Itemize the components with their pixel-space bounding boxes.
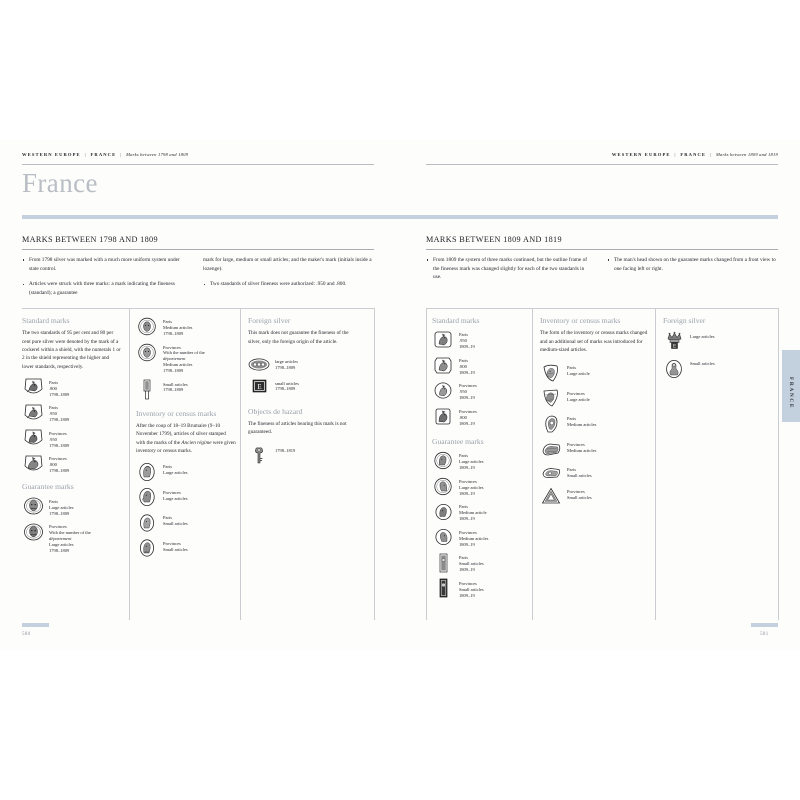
mark-caption — [459, 578, 484, 599]
mark-place: Provinces — [459, 580, 477, 586]
mark-entry — [432, 380, 530, 401]
mark-caption — [567, 362, 590, 377]
small-article-bar-mark-icon — [432, 578, 454, 599]
mark-place: Provinces — [459, 408, 477, 414]
mark-caption — [49, 377, 69, 398]
mark-dates: 1798–1809 — [163, 387, 184, 393]
mark-place: Paris — [163, 515, 172, 521]
mark-dates: 1809–19 — [459, 395, 475, 401]
mark-note: With the number of the — [163, 350, 205, 356]
inventory-text-italic: Ancien régime — [181, 439, 212, 446]
mark-size: small articles — [275, 380, 299, 386]
foreign-silver-heading: Foreign silver — [248, 316, 291, 325]
mark-entry — [136, 512, 236, 533]
mark-size: Medium articles — [163, 362, 193, 368]
mark-place: Provinces — [49, 524, 67, 530]
mark-fineness: .950 — [459, 338, 467, 344]
mark-place: Provinces — [459, 529, 477, 535]
mark-size: Medium articles — [567, 422, 597, 428]
mark-place: Paris — [49, 498, 58, 504]
mark-dates: 1798–1809 — [49, 391, 70, 397]
left-col-divider-1 — [129, 308, 130, 620]
mark-size: Small articles — [567, 494, 592, 500]
inventory-marks-text — [136, 422, 236, 455]
mark-caption — [163, 461, 188, 476]
mans-head-mark-icon — [22, 521, 44, 542]
mark-entry — [432, 476, 530, 497]
mark-place: Provinces — [567, 390, 585, 396]
right-intro-col2 — [607, 256, 777, 280]
mark-caption — [567, 413, 596, 428]
profile-head-mark-icon — [136, 487, 158, 508]
right-section-title: MARKS BETWEEN 1809 AND 1819 — [426, 235, 562, 244]
mark-note: With the number of the — [49, 530, 91, 536]
right-col1 — [432, 316, 530, 603]
mark-entry — [663, 358, 773, 379]
objects-de-hazard-text: The fineness of articles bearing this mark is not guaranteed. — [248, 420, 347, 436]
mark-caption — [567, 464, 592, 479]
standard-marks-text: The two standards of 95 per cent and 80 per cent pure silver were denoted by the mark of a cockerel within a shield, with the numerals 1 or 2 in the shield representing the higher and lower standards, respectively. — [22, 330, 121, 370]
cockerel-shield-mark-icon — [432, 355, 454, 376]
profile-head-mark-icon — [136, 461, 158, 482]
mark-entry — [248, 356, 360, 373]
side-tab-france — [782, 350, 800, 422]
mans-head-profile-mark-icon — [432, 476, 454, 497]
mark-place: Paris — [567, 416, 576, 422]
left-grid-rule — [22, 308, 374, 309]
mans-head-profile-mark-icon — [432, 501, 454, 522]
mark-entry — [22, 453, 122, 474]
running-head-region-right: WESTERN EUROPE — [611, 152, 671, 157]
mark-caption — [163, 512, 188, 527]
mans-head-round-mark-icon — [136, 342, 158, 363]
mark-place: Provinces — [567, 441, 585, 447]
svg-text:E: E — [256, 383, 262, 391]
folio-left: 580 — [22, 632, 31, 637]
mark-size: Large article — [567, 396, 590, 402]
cockerel-shield-mark-icon — [22, 453, 44, 474]
running-head-topic-left: Marks between 1798 and 1809 — [126, 152, 189, 157]
folio-bar-right — [751, 623, 778, 627]
mark-place: Paris — [459, 357, 468, 363]
mark-place: Paris — [567, 365, 576, 371]
small-article-bar-mark-icon — [432, 552, 454, 573]
right-section-rule — [426, 249, 778, 250]
mark-dates: 1798–1809 — [49, 417, 70, 423]
bullet-item: Articles were struck with three marks: a mark indicating the fineness (standard); a guarantee — [22, 280, 187, 297]
mark-caption — [459, 450, 484, 471]
mark-size: Small articles — [459, 561, 484, 567]
header-rule-left — [22, 164, 374, 165]
mark-place: Provinces — [49, 430, 67, 436]
mark-size: Large articles — [459, 484, 484, 490]
mark-size: large articles — [275, 359, 299, 364]
mark-entry — [540, 464, 650, 481]
mark-dates: 1809–19 — [459, 541, 475, 547]
mark-dates: 1809–19 — [459, 420, 475, 426]
mark-size: Large article — [567, 371, 590, 377]
mark-caption — [163, 487, 188, 502]
mark-place: Paris — [459, 453, 468, 459]
foreign-square-mark-icon — [248, 378, 270, 395]
mark-dates: 1809–19 — [459, 516, 475, 522]
profile-head-mark-icon — [136, 538, 158, 559]
folio-right: 581 — [760, 632, 769, 637]
inventory-text-part2: were given inventory or census marks. — [136, 439, 236, 454]
right-page-outer-divider — [778, 308, 779, 620]
mark-size: Small articles — [163, 381, 188, 387]
mark-dates: 1798–1809 — [49, 468, 70, 474]
left-intro-col2 — [203, 256, 375, 296]
left-intro-col1 — [22, 256, 187, 304]
mark-entry — [22, 496, 122, 517]
mark-entry — [22, 377, 122, 398]
mark-caption — [49, 453, 69, 474]
foreign-silver-heading: Foreign silver — [663, 316, 706, 325]
mark-entry — [136, 461, 236, 482]
standard-marks-heading: Standard marks — [22, 316, 70, 325]
mark-caption — [163, 316, 192, 337]
left-col3 — [248, 316, 360, 470]
mans-head-round-mark-icon — [136, 316, 158, 337]
mark-place: Paris — [163, 319, 172, 324]
right-page-edge-divider — [426, 308, 427, 620]
mark-dates: 1798–1809 — [49, 547, 70, 553]
mark-size: Large articles — [163, 495, 188, 501]
mark-entry — [432, 578, 530, 599]
mark-entry — [432, 552, 530, 573]
mark-place: Provinces — [163, 489, 181, 495]
mark-entry — [540, 486, 650, 507]
inventory-marks-text: The form of the inventory or census marks changed and an additional set of marks was introduced for medium-sized articles. — [540, 330, 648, 353]
mark-caption — [459, 329, 475, 350]
mark-place: Provinces — [459, 383, 477, 389]
right-col-divider-1 — [532, 308, 533, 620]
mark-caption — [49, 496, 74, 517]
left-col1 — [22, 316, 122, 558]
crown-mark-icon — [663, 331, 685, 352]
mark-caption — [459, 552, 484, 573]
header-rule-right — [426, 164, 778, 165]
mark-place: Provinces — [567, 488, 585, 494]
left-col-divider-2 — [240, 308, 241, 620]
mark-caption — [567, 439, 596, 454]
mark-entry — [22, 402, 122, 423]
mark-fineness: .950 — [49, 411, 57, 417]
mark-caption — [459, 476, 484, 497]
mark-fineness: .950 — [49, 436, 57, 442]
mark-size: Small articles — [163, 521, 188, 527]
mark-size: Medium article — [459, 510, 487, 516]
title-accent-bar — [22, 215, 778, 219]
bullet-item: From 1798 silver was marked with a much more uniform system under state control. — [22, 256, 187, 273]
hazard-key-mark-icon — [248, 445, 270, 466]
mark-dates: 1798–1819 — [275, 447, 296, 453]
mark-entry — [432, 450, 530, 471]
bullet-item: From 1809 the system of three marks continued, but the outline frame of the fineness mark was changed slightly for each of the two standards in use. — [426, 256, 591, 282]
mark-dates: 1809–19 — [459, 592, 475, 598]
mark-entry — [136, 379, 236, 400]
mark-caption — [690, 358, 715, 367]
cockerel-shield-mark-icon — [22, 377, 44, 398]
mark-size: Small articles — [163, 546, 188, 552]
left-section-rule — [22, 249, 374, 250]
foreign-silver-text: This mark does not guarantee the fineness of the silver, only the foreign origin of the article. — [248, 330, 349, 345]
mark-place: Provinces — [163, 344, 181, 350]
running-head-topic-right: Marks between 1809 and 1819 — [715, 152, 778, 157]
foreign-figure-mark-icon — [663, 358, 685, 379]
bullet-item: Two standards of silver fineness were authorized: .950 and .800. — [203, 280, 375, 289]
mark-dates: 1798–1809 — [163, 330, 184, 336]
mark-entry — [136, 538, 236, 559]
mark-size: Medium articles — [567, 447, 597, 453]
mark-place: Paris — [459, 504, 468, 510]
running-head-country-right: FRANCE — [680, 152, 707, 157]
mark-entry — [663, 331, 773, 352]
mark-entry — [432, 406, 530, 427]
side-tab-label: FRANCE — [788, 377, 794, 410]
mark-entry — [432, 527, 530, 548]
mark-entry — [540, 362, 650, 383]
mark-dates: 1809–19 — [459, 567, 475, 573]
mark-entry — [540, 388, 650, 409]
mark-dates: 1798–1809 — [275, 386, 296, 392]
mans-head-profile-mark-icon — [432, 527, 454, 548]
mark-entry — [432, 329, 530, 350]
intro-continuation: mark for large, medium or small articles; and the maker's mark (initials inside a lozenge). — [203, 257, 372, 272]
mark-caption — [567, 388, 590, 403]
mark-dates: 1809–19 — [459, 465, 475, 471]
mark-size: Large articles — [459, 459, 484, 465]
mark-place: Provinces — [49, 456, 67, 462]
mark-entry — [136, 316, 236, 337]
left-col2 — [136, 316, 236, 563]
mark-fineness: .800 — [459, 363, 467, 369]
running-head-country: FRANCE — [90, 152, 117, 157]
mark-fineness: .950 — [459, 389, 467, 395]
mark-caption — [567, 486, 592, 501]
mark-caption — [163, 379, 188, 394]
mark-place: Paris — [567, 467, 576, 473]
svg-text:E: E — [672, 344, 676, 350]
mark-size: Large articles — [49, 504, 74, 510]
right-col2 — [540, 316, 650, 511]
left-page-edge-divider — [374, 308, 375, 620]
ear-shape-mark-icon — [540, 413, 562, 434]
guarantee-marks-heading: Guarantee marks — [432, 436, 484, 446]
mark-caption — [163, 538, 188, 553]
mark-caption — [275, 445, 295, 454]
cockerel-shield-mark-icon — [22, 402, 44, 423]
running-head-region: WESTERN EUROPE — [22, 152, 81, 157]
triangle-shape-mark-icon — [540, 486, 562, 507]
mark-place: Paris — [49, 405, 58, 411]
cockerel-shield-mark-icon — [432, 380, 454, 401]
mark-dates: 1809–19 — [459, 369, 475, 375]
inventory-marks-heading: Inventory or census marks — [540, 316, 621, 325]
mark-caption — [49, 402, 69, 423]
mark-entry — [540, 413, 650, 434]
mark-fineness: .800 — [49, 385, 57, 391]
mark-note-italic: département — [49, 536, 72, 542]
shield-head-mark-icon — [540, 388, 562, 409]
mark-size: Small articles — [690, 361, 715, 367]
cockerel-shield-mark-icon — [22, 428, 44, 449]
cockerel-shield-mark-icon — [432, 406, 454, 427]
mark-size: Small articles — [567, 473, 592, 479]
foreign-oval-mark-icon — [248, 356, 270, 373]
mark-place: Paris — [49, 379, 58, 385]
mark-caption — [49, 521, 91, 554]
running-head-left: WESTERN EUROPE | FRANCE | Marks between 1798 and 1809 — [22, 152, 189, 157]
mark-entry — [136, 487, 236, 508]
objects-de-hazard-heading: Objects de hazard — [248, 406, 303, 416]
mark-size: Medium articles — [459, 535, 489, 541]
mark-fineness: .800 — [49, 462, 57, 468]
mark-entry — [22, 428, 122, 449]
mark-caption — [163, 342, 205, 375]
mark-dates: 1798–1809 — [49, 510, 70, 516]
mark-size: Large articles — [690, 334, 715, 340]
shell-shape-mark-icon — [540, 439, 562, 460]
guarantee-marks-heading: Guarantee marks — [22, 482, 74, 492]
mark-place: Provinces — [459, 478, 477, 484]
mark-caption — [459, 406, 477, 427]
mark-dates: 1798–1809 — [49, 442, 70, 448]
profile-head-mark-icon — [136, 512, 158, 533]
folio-bar-left — [22, 623, 49, 627]
right-col3 — [663, 316, 773, 384]
mark-entry — [432, 501, 530, 522]
mark-dates: 1798–1809 — [275, 364, 296, 370]
left-section-title: MARKS BETWEEN 1798 AND 1809 — [22, 235, 158, 244]
bullet-item: The man's head shown on the guarantee marks changed from a front view to one facing left or right. — [607, 256, 777, 273]
mark-caption — [49, 428, 69, 449]
right-intro-col1 — [426, 256, 591, 289]
mark-size: Large articles — [163, 470, 188, 476]
mans-head-profile-mark-icon — [432, 450, 454, 471]
book-spread — [0, 140, 800, 650]
chapter-title: France — [22, 168, 98, 198]
mark-note-italic: département — [163, 356, 186, 362]
mark-caption — [275, 378, 299, 393]
mark-place: Paris — [459, 332, 468, 338]
mark-entry — [540, 439, 650, 460]
inventory-text-part1: After the coup of 18–19 Brumaire (9–10 November 1799), articles of silver stamped with the marks of the — [136, 422, 226, 446]
mark-caption — [275, 356, 298, 371]
small-article-bar-mark-icon — [136, 379, 158, 400]
mark-dates: 1809–19 — [459, 490, 475, 496]
mark-caption — [459, 527, 488, 548]
mark-place: Provinces — [163, 540, 181, 546]
inventory-marks-heading: Inventory or census marks — [136, 408, 217, 418]
running-head-right: WESTERN EUROPE | FRANCE | Marks between 1809 and 1819 — [611, 152, 778, 157]
cockerel-shield-mark-icon — [432, 329, 454, 350]
mark-entry — [22, 521, 122, 554]
mark-dates: 1809–19 — [459, 344, 475, 350]
mans-head-mark-icon — [22, 496, 44, 517]
mark-entry — [248, 378, 360, 395]
mark-fineness: .800 — [459, 414, 467, 420]
mark-size: Small articles — [459, 586, 484, 592]
small-oval-mark-icon — [540, 464, 562, 481]
right-grid-rule — [426, 308, 778, 309]
right-col-divider-2 — [655, 308, 656, 620]
mark-caption — [459, 355, 475, 376]
mark-dates: 1798–1809 — [163, 368, 184, 374]
shield-head-mark-icon — [540, 362, 562, 383]
standard-marks-heading: Standard marks — [432, 316, 480, 325]
mark-entry — [136, 342, 236, 375]
mark-entry — [432, 355, 530, 376]
mark-size: Medium articles — [163, 324, 193, 330]
mark-place: Paris — [163, 464, 172, 470]
mark-caption — [459, 501, 487, 522]
mark-size: Large articles — [49, 542, 74, 548]
mark-place: Paris — [459, 555, 468, 561]
mark-entry — [248, 445, 360, 466]
mark-caption — [459, 380, 477, 401]
mark-caption — [690, 331, 715, 340]
